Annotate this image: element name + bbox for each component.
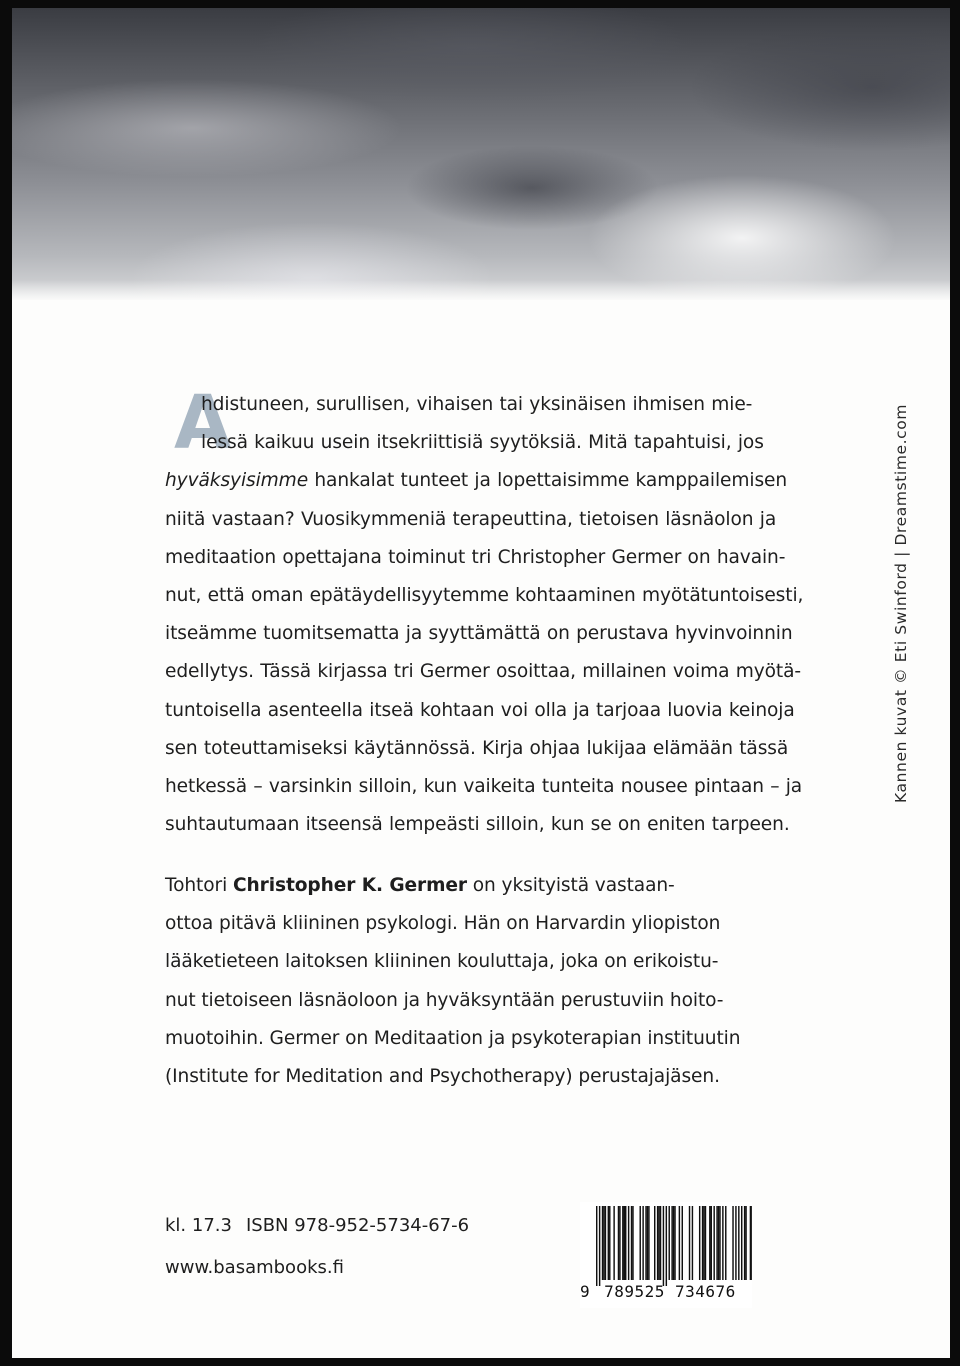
barcode-bar: [689, 1206, 690, 1280]
description-line: suhtautumaan itseensä lempeästi silloin, kun se on eniten tarpeen.: [165, 814, 790, 836]
author-bio-line: (Institute for Meditation and Psychotherapy) perustajajäsen.: [165, 1066, 720, 1088]
barcode-bar: [658, 1206, 659, 1280]
description-line: tuntoisella asenteella itseä kohtaan voi olla ja tarjoaa luovia keinoja: [165, 699, 795, 721]
barcode-bar: [750, 1206, 751, 1280]
author-bio-line: nut tietoiseen läsnäoloon ja hyväksyntään perustuviin hoito-: [165, 989, 724, 1011]
barcode-bar: [673, 1206, 674, 1280]
author-bio: [165, 867, 785, 1096]
barcode-bar: [744, 1206, 745, 1280]
barcode-bar: [671, 1206, 672, 1280]
description-line: itseämme tuomitsematta ja syyttämättä on perustava hyvinvoinnin: [165, 623, 793, 645]
barcode-bar: [628, 1206, 629, 1280]
barcode-bar: [663, 1206, 664, 1286]
barcode-bar: [625, 1206, 626, 1280]
barcode-bar: [603, 1206, 604, 1280]
barcode-bar: [619, 1206, 620, 1280]
cover-image-credit: Kannen kuvat © Eti Swinford | Dreamstime.com: [892, 403, 910, 803]
barcode-bar: [741, 1206, 742, 1280]
description-line: niitä vastaan? Vuosikymmeniä terapeuttina, tietoisen läsnäolon ja: [165, 508, 777, 530]
barcode-bar: [645, 1206, 646, 1280]
description-line: lessä kaikuu usein itsekriittisiä syytöksiä. Mitä tapahtuisi, jos: [201, 432, 764, 454]
classification-isbn-row: [165, 1206, 469, 1248]
author-bio-line-rest: on yksityistä vastaan-: [466, 875, 675, 896]
barcode-group-2: 734676: [674, 1282, 736, 1301]
barcode-bar: [613, 1206, 614, 1280]
barcode-bar: [602, 1206, 603, 1280]
description-line: edellytys. Tässä kirjassa tri Germer osoittaa, millainen voima myötä-: [165, 661, 802, 683]
description-line-rest: hankalat tunteet ja lopettaisimme kamppailemisen: [314, 470, 788, 492]
book-info: [165, 1206, 469, 1290]
barcode-bar: [599, 1206, 600, 1286]
barcode-bar: [692, 1206, 693, 1280]
barcode-bars: [580, 1202, 752, 1286]
barcode-bar: [654, 1206, 655, 1280]
barcode-bar: [647, 1206, 648, 1280]
description-line: sen toteuttamiseksi käytännössä. Kirja ohjaa lukijaa elämään tässä: [165, 737, 789, 759]
barcode-bar: [674, 1206, 675, 1280]
barcode-bar: [605, 1206, 606, 1280]
barcode-first-digit: 9: [580, 1282, 591, 1301]
barcode-bar: [732, 1206, 733, 1280]
barcode-group-1: 789525: [604, 1282, 665, 1301]
barcode-bar: [709, 1206, 710, 1280]
description-line: nut, että oman epätäydellisyytemme kohtaaminen myötätuntoisesti,: [165, 585, 804, 607]
barcode-bar: [735, 1206, 736, 1280]
barcode-bar: [738, 1206, 739, 1280]
description-line: meditaation opettajana toiminut tri Christopher Germer on havain-: [165, 546, 786, 568]
drop-cap: A: [174, 380, 232, 466]
barcode-bar: [716, 1206, 717, 1280]
barcode-bar: [666, 1206, 667, 1286]
barcode-bar: [596, 1206, 597, 1286]
author-bio-prefix: Tohtori: [165, 875, 233, 896]
barcode-bar: [657, 1206, 658, 1280]
barcode-bar: [624, 1206, 625, 1280]
barcode-bar: [719, 1206, 720, 1280]
barcode-bar: [713, 1206, 714, 1280]
description-text: [165, 380, 804, 844]
barcode-bar: [702, 1206, 703, 1280]
barcode-bar: [703, 1206, 704, 1280]
barcode-bar: [632, 1206, 633, 1280]
barcode-bar: [609, 1206, 610, 1280]
barcode-bar: [682, 1206, 683, 1280]
author-bio-line: [165, 867, 785, 905]
barcode-bar: [679, 1206, 680, 1280]
isbn-barcode: [580, 1202, 752, 1308]
author-bio-line: lääketieteen laitoksen kliininen kouluttaja, joka on erikoistu-: [165, 951, 719, 973]
barcode-bar: [669, 1206, 670, 1280]
isbn: ISBN 978-952-5734-67-6: [245, 1215, 470, 1236]
website-link[interactable]: www.basambooks.fi: [165, 1257, 344, 1278]
description-line: [165, 462, 788, 500]
barcode-bar: [660, 1206, 661, 1280]
barcode-bar: [751, 1206, 752, 1280]
sky-fade: [12, 280, 950, 302]
barcode-bar: [618, 1206, 619, 1280]
italic-word: hyväksyisimme: [165, 470, 309, 492]
barcode-number: [580, 1282, 752, 1301]
author-bio-line: muotoihin. Germer on Meditaation ja psykoterapian instituutin: [165, 1027, 741, 1049]
barcode-bar: [622, 1206, 623, 1280]
barcode-bar: [718, 1206, 719, 1280]
barcode-bar: [642, 1206, 643, 1280]
barcode-bar: [648, 1206, 649, 1280]
barcode-bar: [631, 1206, 632, 1280]
barcode-bar: [711, 1206, 712, 1280]
barcode-bar: [705, 1206, 706, 1280]
author-name: Christopher K. Germer: [232, 875, 467, 896]
description-line: hetkessä – varsinkin silloin, kun vaikeita tunteita nousee pintaan – ja: [165, 776, 803, 798]
barcode-bar: [608, 1206, 609, 1280]
description-line: hdistuneen, surullisen, vihaisen tai yksinäisen ihmisen mie-: [201, 394, 753, 415]
barcode-bar: [722, 1206, 723, 1280]
barcode-bar: [745, 1206, 746, 1280]
author-bio-line: ottoa pitävä kliininen psykologi. Hän on Harvardin yliopiston: [165, 913, 721, 935]
barcode-bar: [725, 1206, 726, 1280]
cloudy-sky-photo: [12, 8, 950, 300]
barcode-bar: [699, 1206, 700, 1280]
classification: kl. 17.3: [165, 1215, 232, 1236]
book-back-cover: [12, 8, 950, 1358]
barcode-bar: [640, 1206, 641, 1280]
